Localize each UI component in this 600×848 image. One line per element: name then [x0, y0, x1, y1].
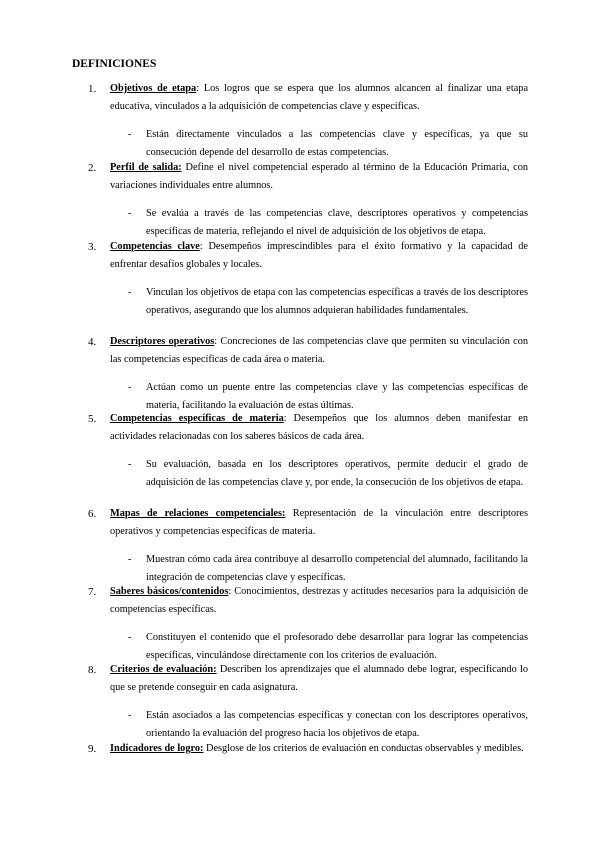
definition-text — [110, 740, 528, 758]
item-number: 1. — [88, 83, 97, 95]
definition-text: Descriptores operativos: Concreciones de las competencias clave que permiten su vinculación con las competencias específicas de cada área o materia. — [110, 336, 528, 365]
definition-item — [0, 583, 600, 665]
definition-item — [0, 238, 600, 320]
item-number: 7. — [88, 586, 97, 598]
sub-point-text: Constituyen el contenido que el profesorado debe desarrollar para lograr las competencias específicas, vinculándose directamente con los criterios de evaluación. — [146, 632, 528, 661]
definition-term: Indicadores de logro: — [110, 743, 204, 754]
sub-point — [0, 707, 600, 743]
definition-term: Criterios de evaluación: — [110, 664, 217, 675]
sub-point-text: Su evaluación, basada en los descriptores operativos, permite deducir el grado de adquisición de las competencias clave y, por ende, la consecución de los objetivos de etapa. — [146, 459, 528, 488]
item-number: 4. — [88, 336, 97, 348]
dash-bullet: - — [128, 129, 132, 140]
definition-body: Describen los aprendizajes que el alumnado debe lograr, especificando lo que se pretende conseguir en cada asignatura. — [110, 664, 528, 693]
sub-point-text: Vinculan los objetivos de etapa con las competencias específicas a través de los descriptores operativos, asegurando que los alumnos adquieran habilidades fundamentales. — [146, 287, 528, 316]
definition-item — [0, 740, 600, 758]
definition-text — [110, 661, 528, 697]
definition-text: Competencias específicas de materia: Desempeños que los alumnos deben manifestar en actividades relacionadas con los saberes básicos de cada área. — [110, 413, 528, 442]
sub-point — [0, 126, 600, 162]
item-number: 8. — [88, 664, 97, 676]
dash-bullet: - — [128, 208, 132, 219]
definition-text: Saberes básicos/contenidos: Conocimientos, destrezas y actitudes necesarios para la adquisición de competencias específicas. — [110, 586, 529, 615]
sub-point — [0, 551, 600, 587]
definition-item — [0, 159, 600, 241]
sub-point — [0, 629, 600, 665]
item-number: 5. — [88, 413, 97, 425]
dash-bullet: - — [128, 632, 132, 643]
definition-body: Concreciones de las competencias clave que permiten su vinculación con las competencias específicas de cada área o materia. — [110, 336, 528, 365]
sub-point — [0, 205, 600, 241]
item-number: 6. — [88, 508, 97, 520]
definition-term: Saberes básicos/contenidos — [110, 586, 229, 597]
definition-item — [0, 410, 600, 492]
definition-body: Desglose de los criterios de evaluación en conductas observables y medibles. — [206, 743, 524, 754]
definition-item — [0, 505, 600, 587]
definition-text — [110, 505, 528, 541]
sub-point-text: Están asociados a las competencias específicas y conectan con los descriptores operativos, orientando la evaluación del progreso hacia los objetivos de etapa. — [146, 710, 528, 739]
sub-point — [0, 456, 600, 492]
definition-term: Mapas de relaciones competenciales: — [110, 508, 286, 519]
definition-body: Desempeños imprescindibles para el éxito formativo y la capacidad de enfrentar desafíos globales y locales. — [110, 241, 528, 270]
dash-bullet: - — [128, 459, 132, 470]
dash-bullet: - — [128, 554, 132, 565]
definition-body: Los logros que se espera que los alumnos alcancen al finalizar una etapa educativa, vinculados a la adquisición de competencias clave y específicas. — [110, 83, 529, 112]
item-number: 3. — [88, 241, 97, 253]
definition-body: Desempeños que los alumnos deben manifestar en actividades relacionadas con los saberes básicos de cada área. — [110, 413, 528, 442]
definition-term: Competencias específicas de materia — [110, 413, 284, 424]
sub-point-text: Están directamente vinculados a las competencias clave y específicas, ya que su consecución depende del desarrollo de estas competencias. — [146, 129, 528, 158]
definition-item — [0, 333, 600, 415]
definition-term: Competencias clave — [110, 241, 200, 252]
page-title: DEFINICIONES — [72, 58, 157, 70]
dash-bullet: - — [128, 382, 132, 393]
sub-point — [0, 284, 600, 320]
definition-term: Objetivos de etapa — [110, 83, 197, 94]
definition-text: Objetivos de etapa: Los logros que se espera que los alumnos alcancen al finalizar una etapa educativa, vinculados a la adquisición de competencias clave y específicas. — [110, 83, 529, 112]
item-number: 9. — [88, 743, 97, 755]
definition-term: Descriptores operativos — [110, 336, 215, 347]
definition-body: Conocimientos, destrezas y actitudes necesarios para la adquisición de competencias específicas. — [110, 586, 529, 615]
definition-text: Competencias clave: Desempeños imprescindibles para el éxito formativo y la capacidad de enfrentar desafíos globales y locales. — [110, 241, 528, 270]
definition-body: Representación de la vinculación entre descriptores operativos y competencias específicas de materia. — [110, 508, 529, 537]
definition-term: Perfil de salida: — [110, 162, 182, 173]
definition-item — [0, 661, 600, 743]
sub-point-text: Se evalúa a través de las competencias clave, descriptores operativos y competencias específicas de materia, reflejando el nivel de adquisición de los objetivos de etapa. — [146, 208, 528, 237]
definition-item — [0, 80, 600, 162]
dash-bullet: - — [128, 710, 132, 721]
sub-point-text: Actúan como un puente entre las competencias clave y las competencias específicas de materia, facilitando la evaluación de estas últimas. — [146, 382, 528, 411]
definition-body: Define el nivel competencial esperado al término de la Educación Primaria, con variaciones individuales entre alumnos. — [110, 162, 528, 191]
dash-bullet: - — [128, 287, 132, 298]
sub-point-text: Muestran cómo cada área contribuye al desarrollo competencial del alumnado, facilitando la integración de competencias clave y específicas. — [146, 554, 528, 583]
item-number: 2. — [88, 162, 97, 174]
definition-text — [110, 159, 528, 195]
